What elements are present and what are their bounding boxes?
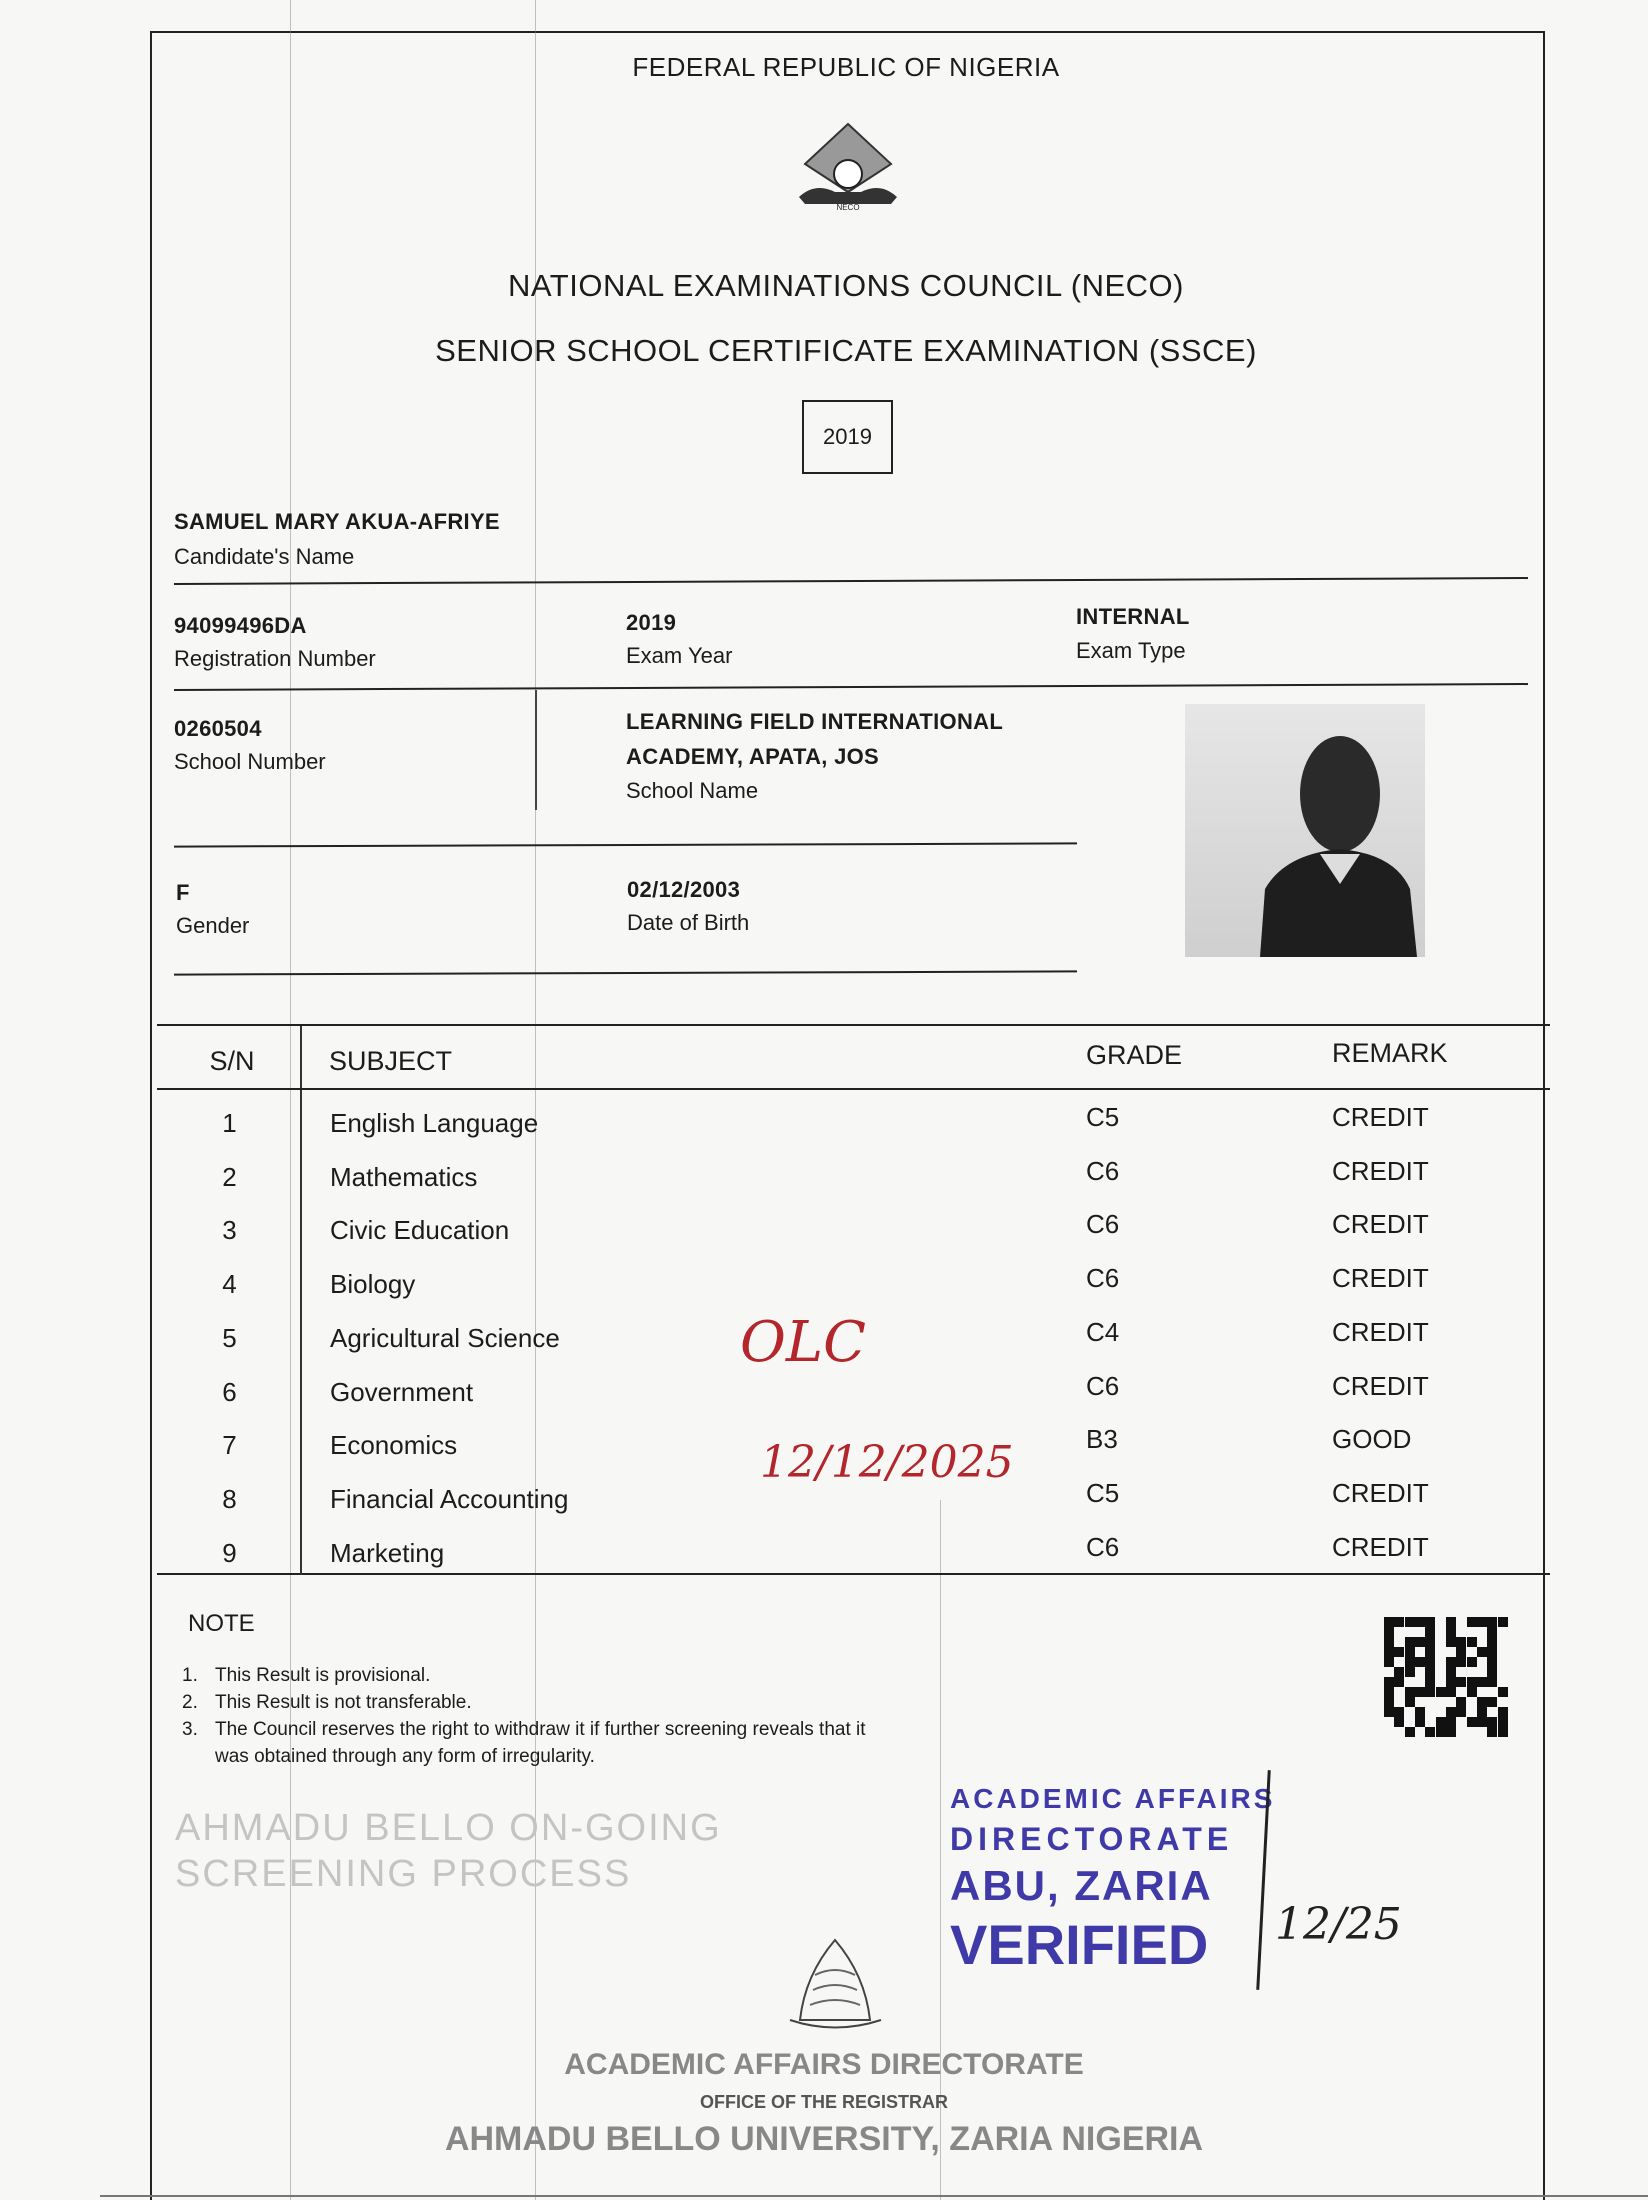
qr-module [1487,1677,1497,1687]
qr-module [1446,1657,1456,1667]
qr-module [1405,1657,1415,1667]
candidate-name-label: Candidate's Name [174,544,355,569]
qr-module [1456,1617,1466,1627]
qr-module [1477,1647,1487,1657]
row-subject: Economics [330,1430,458,1461]
qr-module [1487,1617,1497,1627]
row-remark: GOOD [1332,1424,1412,1455]
row-grade: C5 [1086,1477,1120,1508]
qr-module [1394,1617,1404,1627]
qr-module [1415,1657,1425,1667]
row-grade: C6 [1086,1263,1120,1294]
qr-module [1436,1637,1446,1647]
handwritten-initials: OLC [740,1310,866,1375]
row-subject: English Language [330,1108,539,1138]
row-sn: 6 [222,1376,237,1407]
qr-module [1477,1617,1487,1627]
row-sn: 8 [222,1483,237,1514]
qr-module [1456,1707,1466,1717]
qr-module [1384,1727,1394,1737]
council-title: NATIONAL EXAMINATIONS COUNCIL (NECO) [508,268,1184,303]
row-subject: Financial Accounting [330,1483,569,1514]
qr-module [1405,1617,1415,1627]
qr-module [1467,1657,1477,1667]
table-row [157,1209,1550,1269]
qr-module [1405,1707,1415,1717]
row-remark: CREDIT [1332,1531,1429,1562]
watermark: AHMADU BELLO ON-GOING SCREENING PROCESS [175,1807,722,1895]
note-item: 3. The Council reserves the right to withdraw it if further screening reveals that it was obtained through any form of irregularity. [182,1719,866,1767]
note-title: NOTE [188,1610,255,1637]
row-subject: Government [330,1376,474,1407]
qr-module [1456,1637,1466,1647]
qr-module [1405,1677,1415,1687]
qr-module [1498,1647,1508,1657]
qr-module [1456,1627,1466,1637]
note-list [182,1662,902,1770]
qr-module [1425,1617,1435,1627]
qr-module [1477,1697,1487,1707]
qr-module [1394,1717,1404,1727]
qr-module [1436,1657,1446,1667]
qr-module [1384,1637,1394,1647]
qr-module [1498,1657,1508,1667]
qr-module [1405,1697,1415,1707]
school-name-line2: ACADEMY, APATA, JOS [626,744,880,769]
row-remark: CREDIT [1332,1316,1429,1347]
divider [535,690,537,810]
qr-module [1384,1647,1394,1657]
qr-module [1415,1617,1425,1627]
table-row [157,1102,1550,1162]
qr-module [1394,1657,1404,1667]
table-header [157,1038,1550,1100]
qr-module [1425,1627,1435,1637]
qr-module [1446,1667,1456,1677]
qr-module [1436,1617,1446,1627]
qr-module [1456,1657,1466,1667]
qr-module [1415,1637,1425,1647]
row-grade: C6 [1086,1209,1120,1240]
qr-module [1405,1627,1415,1637]
qr-module [1394,1677,1404,1687]
qr-module [1415,1667,1425,1677]
qr-module [1467,1647,1477,1657]
qr-module [1436,1707,1446,1717]
qr-module [1436,1677,1446,1687]
qr-module [1415,1677,1425,1687]
row-grade: B3 [1086,1424,1118,1455]
qr-module [1384,1687,1394,1697]
exam-year: 2019 [626,610,677,635]
stamp-verified: VERIFIED [950,1913,1209,1976]
qr-module [1394,1667,1404,1677]
stamp-date: 12/25 [1275,1899,1402,1950]
qr-module [1446,1627,1456,1637]
qr-module [1487,1647,1497,1657]
row-grade: C4 [1086,1316,1120,1347]
qr-module [1487,1717,1497,1727]
qr-module [1436,1687,1446,1697]
qr-code [1384,1617,1508,1737]
qr-module [1436,1697,1446,1707]
table-row [157,1155,1550,1216]
stamp-line1: ACADEMIC AFFAIRS [950,1783,1276,1814]
gender-label: Gender [176,913,250,938]
qr-module [1425,1647,1435,1657]
qr-module [1467,1667,1477,1677]
qr-module [1467,1697,1477,1707]
row-remark: CREDIT [1332,1477,1429,1508]
qr-module [1498,1627,1508,1637]
gender: F [176,880,190,905]
school-number: 0260504 [174,716,262,741]
qr-module [1467,1687,1477,1697]
footer-office: OFFICE OF THE REGISTRAR [699,2092,948,2112]
qr-module [1405,1687,1415,1697]
qr-module [1477,1657,1487,1667]
row-sn: 5 [222,1322,237,1353]
table-row [157,1531,1550,1592]
exam-title: SENIOR SCHOOL CERTIFICATE EXAMINATION (SSCE) [435,333,1257,368]
qr-module [1384,1657,1394,1667]
exam-year-label: Exam Year [626,643,733,668]
header-remark: REMARK [1332,1038,1448,1068]
qr-module [1384,1697,1394,1707]
note-item: 1. This Result is provisional. [182,1665,431,1686]
qr-module [1384,1717,1394,1727]
qr-module [1446,1697,1456,1707]
row-remark: CREDIT [1332,1263,1429,1294]
school-number-label: School Number [174,749,326,774]
exam-type: INTERNAL [1076,604,1190,629]
qr-module [1425,1677,1435,1687]
qr-module [1415,1717,1425,1727]
qr-module [1477,1677,1487,1687]
qr-module [1467,1637,1477,1647]
qr-module [1394,1647,1404,1657]
qr-module [1477,1627,1487,1637]
qr-module [1446,1717,1456,1727]
qr-module [1415,1697,1425,1707]
qr-module [1487,1657,1497,1667]
row-grade: C6 [1086,1531,1120,1562]
row-grade: C6 [1086,1155,1120,1186]
qr-module [1415,1727,1425,1737]
qr-module [1498,1697,1508,1707]
qr-module [1405,1727,1415,1737]
header-sn: S/N [209,1046,255,1076]
footer-university: AHMADU BELLO UNIVERSITY, ZARIA NIGERIA [444,2120,1204,2158]
country-title: FEDERAL REPUBLIC OF NIGERIA [632,52,1060,82]
year-box: 2019 [802,400,893,474]
row-sn: 4 [222,1269,237,1300]
row-grade: C5 [1086,1102,1120,1132]
row-subject: Biology [330,1269,416,1300]
header-subject: SUBJECT [329,1046,453,1076]
qr-module [1467,1727,1477,1737]
qr-module [1425,1697,1435,1707]
row-sn: 9 [222,1537,237,1568]
qr-module [1425,1727,1435,1737]
qr-module [1477,1687,1487,1697]
qr-module [1405,1647,1415,1657]
qr-module [1456,1647,1466,1657]
qr-module [1498,1727,1508,1737]
qr-module [1487,1667,1497,1677]
qr-module [1477,1717,1487,1727]
note-item: 2. This Result is not transferable. [182,1692,472,1713]
qr-module [1436,1667,1446,1677]
qr-module [1498,1637,1508,1647]
neco-logo [795,122,901,212]
row-sn: 1 [222,1108,237,1138]
qr-module [1456,1717,1466,1727]
qr-module [1446,1727,1456,1737]
candidate-name: SAMUEL MARY AKUA-AFRIYE [174,509,500,534]
qr-module [1498,1677,1508,1687]
qr-module [1467,1627,1477,1637]
candidate-photo [1185,704,1425,957]
school-name-line1: LEARNING FIELD INTERNATIONAL [626,709,1004,734]
registration-number: 94099496DA [174,613,307,638]
qr-module [1415,1707,1425,1717]
row-subject: Civic Education [330,1215,510,1246]
qr-module [1487,1637,1497,1647]
qr-module [1498,1707,1508,1717]
qr-module [1487,1687,1497,1697]
stamp-line2: DIRECTORATE [950,1821,1234,1857]
qr-module [1394,1627,1404,1637]
qr-module [1487,1697,1497,1707]
row-remark: CREDIT [1332,1370,1429,1401]
handwritten-date: 12/12/2025 [760,1437,1014,1488]
row-subject: Mathematics [330,1161,478,1192]
qr-module [1456,1697,1466,1707]
row-sn: 3 [222,1215,237,1246]
qr-module [1477,1707,1487,1717]
qr-module [1487,1627,1497,1637]
qr-module [1425,1707,1435,1717]
abu-logo [785,1935,886,2035]
qr-module [1436,1717,1446,1727]
qr-module [1467,1617,1477,1627]
school-name-label: School Name [626,778,759,803]
qr-module [1425,1657,1435,1667]
qr-module [1498,1617,1508,1627]
qr-module [1436,1727,1446,1737]
qr-module [1467,1707,1477,1717]
qr-module [1425,1637,1435,1647]
row-remark: CREDIT [1332,1102,1429,1132]
qr-module [1415,1687,1425,1697]
svg-text:NECO: NECO [836,203,860,212]
qr-module [1394,1687,1404,1697]
qr-module [1456,1727,1466,1737]
table-row [157,1370,1550,1431]
qr-module [1436,1647,1446,1657]
qr-module [1446,1707,1456,1717]
qr-module [1425,1667,1435,1677]
qr-module [1446,1617,1456,1627]
qr-module [1384,1617,1394,1627]
qr-module [1477,1667,1487,1677]
qr-module [1436,1627,1446,1637]
qr-module [1467,1717,1477,1727]
qr-module [1467,1677,1477,1687]
table-row [157,1477,1550,1538]
qr-module [1394,1637,1404,1647]
qr-module [1384,1707,1394,1717]
qr-module [1487,1727,1497,1737]
exam-type-label: Exam Type [1076,638,1186,663]
qr-module [1446,1677,1456,1687]
qr-module [1384,1627,1394,1637]
qr-module [1425,1687,1435,1697]
row-sn: 7 [222,1430,237,1461]
registration-number-label: Registration Number [174,646,376,671]
qr-module [1405,1717,1415,1727]
row-grade: C6 [1086,1370,1120,1401]
qr-module [1477,1727,1487,1737]
qr-module [1487,1707,1497,1717]
header-grade: GRADE [1086,1040,1183,1070]
qr-module [1446,1637,1456,1647]
qr-module [1394,1707,1404,1717]
row-remark: CREDIT [1332,1209,1429,1240]
qr-module [1415,1627,1425,1637]
qr-module [1498,1687,1508,1697]
qr-module [1498,1717,1508,1727]
row-subject: Marketing [330,1537,445,1568]
date-of-birth-label: Date of Birth [627,910,750,935]
qr-module [1477,1637,1487,1647]
date-of-birth: 02/12/2003 [627,877,741,902]
scan-edge [100,2195,1648,2197]
stamp-line3: ABU, ZARIA [950,1862,1213,1909]
qr-module [1384,1667,1394,1677]
qr-module [1394,1727,1404,1737]
qr-module [1405,1637,1415,1647]
qr-module [1394,1697,1404,1707]
qr-module [1446,1647,1456,1657]
qr-module [1405,1667,1415,1677]
qr-module [1384,1677,1394,1687]
qr-module [1425,1717,1435,1727]
footer-directorate: ACADEMIC AFFAIRS DIRECTORATE [564,2048,1084,2081]
qr-module [1446,1687,1456,1697]
qr-module [1456,1687,1466,1697]
row-subject: Agricultural Science [330,1322,560,1353]
qr-module [1498,1667,1508,1677]
row-remark: CREDIT [1332,1155,1429,1186]
qr-module [1415,1647,1425,1657]
row-sn: 2 [222,1161,237,1192]
qr-module [1456,1667,1466,1677]
qr-module [1456,1677,1466,1687]
